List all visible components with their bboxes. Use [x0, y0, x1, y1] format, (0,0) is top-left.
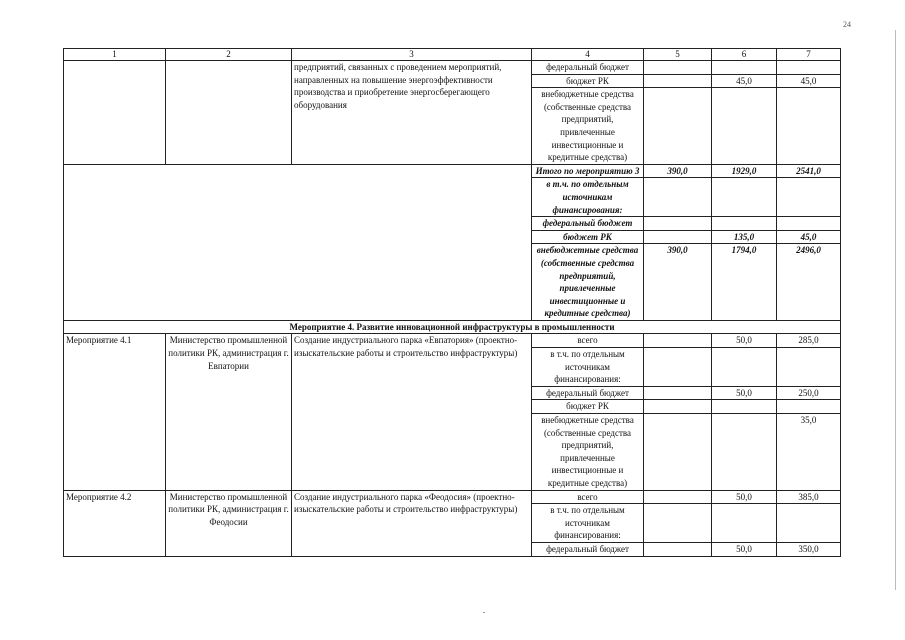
total-value-cell [644, 230, 712, 244]
total-value-cell [644, 217, 712, 231]
total-source-cell: внебюджетные средства (собственные средства предприятий, привлеченные инвестиционные и кредитные средства) [532, 244, 644, 321]
measure-description: Создание индустриального парка «Феодосия» (проектно-изыскательские работы и строительство инфраструктуры) [292, 490, 532, 556]
source-cell: бюджет РК [532, 400, 644, 414]
measure-code-cell [64, 61, 166, 165]
value-cell [777, 348, 841, 387]
page-number: 24 [843, 20, 851, 29]
source-cell: внебюджетные средства (собственные средства предприятий, привлеченные инвестиционные и кредитные средства) [532, 88, 644, 165]
value-cell [712, 504, 777, 543]
table-row [64, 61, 841, 75]
measure-description: предприятий, связанных с проведением мероприятий, направленных на повышение энергоэффективности производства и приобретение энергосберегающего оборудования [292, 61, 532, 165]
source-cell: в т.ч. по отдельным источникам финансирования: [532, 348, 644, 387]
table-row [64, 334, 841, 348]
column-header: 6 [712, 49, 777, 61]
value-cell [644, 400, 712, 414]
section-heading: Мероприятие 4. Развитие инновационной инфраструктуры в промышленности [64, 320, 841, 334]
value-cell [777, 61, 841, 75]
value-cell: 250,0 [777, 386, 841, 400]
value-cell [712, 88, 777, 165]
measure-code: Мероприятие 4.1 [64, 334, 166, 490]
measure-description: Создание индустриального парка «Евпатория» (проектно-изыскательские работы и строительство инфраструктуры) [292, 334, 532, 490]
column-header: 3 [292, 49, 532, 61]
source-cell: всего [532, 334, 644, 348]
value-cell [644, 348, 712, 387]
section-heading-row [64, 320, 841, 334]
value-cell: 45,0 [712, 74, 777, 88]
total-value-cell [777, 217, 841, 231]
total-value-cell: 135,0 [712, 230, 777, 244]
value-cell: 35,0 [777, 414, 841, 491]
value-cell [712, 61, 777, 75]
total-value-cell [777, 178, 841, 217]
value-cell: 50,0 [712, 542, 777, 556]
total-value-cell: 45,0 [777, 230, 841, 244]
total-value-cell [712, 178, 777, 217]
total-blank-cell [64, 164, 532, 320]
total-row [64, 164, 841, 178]
total-source-cell: бюджет РК [532, 230, 644, 244]
source-cell: федеральный бюджет [532, 542, 644, 556]
value-cell: 50,0 [712, 386, 777, 400]
total-value-cell [644, 178, 712, 217]
value-cell [644, 61, 712, 75]
total-value-cell: 2496,0 [777, 244, 841, 321]
value-cell: 50,0 [712, 490, 777, 504]
value-cell: 385,0 [777, 490, 841, 504]
total-source-cell: Итого по мероприятию 3 [532, 164, 644, 178]
value-cell: 45,0 [777, 74, 841, 88]
column-numbers-row [64, 49, 841, 61]
value-cell [712, 400, 777, 414]
value-cell [644, 490, 712, 504]
value-cell [644, 386, 712, 400]
value-cell [644, 334, 712, 348]
value-cell [644, 414, 712, 491]
measure-executor: Министерство промышленной политики РК, администрация г. Феодосии [166, 490, 292, 556]
total-value-cell [712, 217, 777, 231]
source-cell: внебюджетные средства (собственные средства предприятий, привлеченные инвестиционные и кредитные средства) [532, 414, 644, 491]
value-cell [777, 88, 841, 165]
executor-cell [166, 61, 292, 165]
value-cell [644, 88, 712, 165]
total-source-cell: в т.ч. по отдельным источникам финансирования: [532, 178, 644, 217]
value-cell [777, 400, 841, 414]
value-cell [644, 504, 712, 543]
measure-code: Мероприятие 4.2 [64, 490, 166, 556]
value-cell: 50,0 [712, 334, 777, 348]
value-cell [777, 504, 841, 543]
column-header: 1 [64, 49, 166, 61]
measure-executor: Министерство промышленной политики РК, администрация г. Евпатории [166, 334, 292, 490]
funding-table [63, 48, 841, 557]
total-value-cell: 390,0 [644, 164, 712, 178]
total-value-cell: 390,0 [644, 244, 712, 321]
total-value-cell: 1929,0 [712, 164, 777, 178]
table-row [64, 490, 841, 504]
total-value-cell: 2541,0 [777, 164, 841, 178]
source-cell: федеральный бюджет [532, 61, 644, 75]
column-header: 7 [777, 49, 841, 61]
scan-speck [483, 612, 485, 613]
source-cell: федеральный бюджет [532, 386, 644, 400]
source-cell: в т.ч. по отдельным источникам финансирования: [532, 504, 644, 543]
value-cell [644, 74, 712, 88]
value-cell [712, 414, 777, 491]
source-cell: всего [532, 490, 644, 504]
value-cell: 350,0 [777, 542, 841, 556]
column-header: 4 [532, 49, 644, 61]
column-header: 2 [166, 49, 292, 61]
scan-edge-line [895, 30, 896, 590]
source-cell: бюджет РК [532, 74, 644, 88]
value-cell [644, 542, 712, 556]
value-cell [712, 348, 777, 387]
value-cell: 285,0 [777, 334, 841, 348]
column-header: 5 [644, 49, 712, 61]
total-value-cell: 1794,0 [712, 244, 777, 321]
total-source-cell: федеральный бюджет [532, 217, 644, 231]
